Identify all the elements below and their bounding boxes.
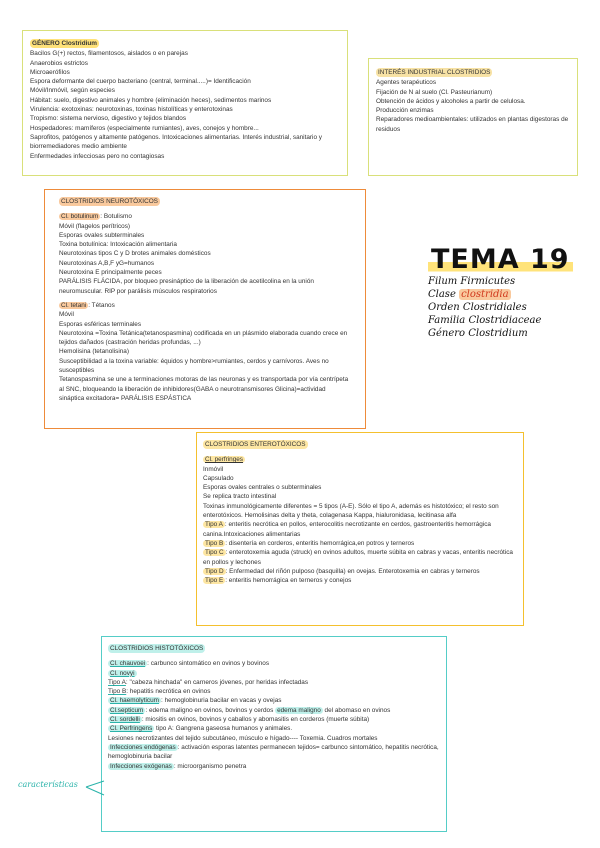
genero-line: Móvil/Inmóvil, según especies: [30, 87, 115, 95]
tema-heading: [428, 244, 593, 340]
entero-tipo: Tipo D : Enfermedad del riñón pulposo (basquilla) en ovejas. Enterotoxemia en cabras y terneros: [205, 567, 480, 575]
botulinum-line: Móvil (flagelos perítricos): [59, 222, 131, 230]
endogenas-line: Infecciones endógenas : activación esporas latentes permanecen tejidos= carbunco sintomático, hepatitis necrótica, hemoglobinuria bacilar: [108, 743, 439, 761]
tetani-line: Susceptibilidad a la toxina variable: équidos y hombre>rumiantes, cerdos y carnívoros. Aves no susceptibles: [59, 357, 329, 375]
entero-tipo: Tipo E : enteritis hemorrágica en terneros y conejos: [205, 577, 352, 585]
haemolyticum-line: Cl. haemolyticum : hemoglobinuria bacilar en vacas y ovejas: [110, 697, 282, 705]
genero-line: Hábitat: suelo, digestivo animales y hombre (eliminación heces), sedimentos marinos: [30, 96, 272, 104]
tetani-line: Hemolisina (tetanolisina): [59, 348, 129, 356]
tetani-heading: Cl. tetani : Tétanos: [61, 301, 115, 309]
perfringens-line: Cl. Perfringens tipo A: Gangrena gaseosa humanos y animales.: [110, 725, 293, 733]
genero-title: GÉNERO Clostridium: [32, 40, 97, 47]
interes-line: Agentes terapéuticos: [376, 79, 437, 87]
taxonomy-familia: Familia Clostridiaceae: [428, 315, 542, 326]
genero-line: Enfermedades infecciosas pero no contagiosas: [30, 152, 165, 160]
lesiones-line: Lesiones necrotizantes del tejido subcutáneo, músculo e hígado---- Toxemia. Cuadros mortales: [108, 734, 378, 742]
caracteristicas-annotation: características: [18, 780, 78, 789]
neuro-title: CLOSTRIDIOS NEUROTÓXICOS: [61, 198, 158, 205]
genero-line: Virulencia: exotoxinas: neurotoxinas, toxinas histolíticas y enterotoxinas: [30, 106, 233, 114]
taxonomy-clase: Clase clostridia: [428, 289, 509, 300]
neurotoxicos-box: [44, 189, 366, 429]
taxonomy-filum: Filum Firmicutes: [428, 276, 516, 287]
interes-line: Obtención de ácidos y alcoholes a partir de celulosa.: [376, 97, 526, 105]
septicum-line: Cl.septicum : edema maligno en ovinos, bovinos y cerdos edema maligno del abomaso en ovinos: [110, 706, 391, 714]
sordelli-line: Cl. sordelli : miositis en ovinos, bovinos y caballos y abomasitis en corderos (muerte súbita): [110, 716, 370, 724]
interes-line: Fijación de N al suelo (Cl. Pasteurianum): [376, 88, 493, 96]
histo-title: CLOSTRIDIOS HISTOTÓXICOS: [110, 645, 204, 652]
interes-line: Reparadores medioambientales: utilizados en plantas digestoras de residuos: [376, 116, 569, 133]
entero-line: Capsulado: [203, 474, 234, 482]
interes-box: [368, 58, 578, 176]
tetani-line: Esporas esféricas terminales: [59, 320, 142, 328]
tetani-line: Móvil: [59, 311, 74, 319]
interes-title: INTERÉS INDUSTRIAL CLOSTRIDIOS: [378, 69, 491, 76]
enterotoxicos-box: [196, 432, 524, 626]
entero-line: Esporas ovales centrales o subterminales: [203, 484, 322, 492]
entero-tipo: Tipo C : enterotoxemia aguda (struck) en ovinos adultos, muerte súbita en cabras y vacas, enteritis necrótica en pollos y lechones: [203, 549, 513, 566]
interes-line: Producción enzimas: [376, 107, 434, 115]
entero-tipo: Tipo A : enteritis necrótica en pollos, enterocolitis necrotizante en cerdos, gastroenteritis hemorrágica canina.Intoxicaciones alimentarias: [203, 521, 491, 538]
genero-line: Anaerobios estrictos: [30, 59, 88, 67]
novyi-tipoB: Tipo B: hepatitis necrótica en ovinos: [108, 688, 211, 696]
entero-tipo: Tipo B : disentería en corderos, enteritis hemorrágica,en potros y terneros: [205, 539, 415, 547]
genero-box: [22, 30, 348, 176]
botulinum-heading: Cl. botulinum : Botulismo: [61, 213, 132, 221]
tetani-line: Neurotoxina =Toxina Tetánica(tetanospasmina) codificada en un plásmido elaborada cuando crece en tejidos dañados (castración heridas profundas, ...): [59, 329, 348, 347]
genero-line: Espora deformante del cuerpo bacteriano (central, terminal.....)= Identificación: [30, 78, 251, 86]
entero-line: Se replica tracto intestinal: [203, 493, 277, 501]
botulinum-line: Toxina botulínica: Intoxicación alimentaria: [59, 241, 177, 249]
entero-line: Inmóvil: [203, 465, 224, 473]
botulinum-line: Neurotoxina E principalmente peces: [59, 269, 162, 277]
genero-line: Saprofitos, patógenos y altamente patógenos. Intoxicaciones alimentarias. Interés industrial, sanitario y biorremediadores medio ambiente: [30, 133, 323, 151]
entero-title: CLOSTRIDIOS ENTEROTÓXICOS: [205, 441, 306, 448]
bracket-arrow-icon: [84, 778, 108, 800]
genero-line: Hospedadores: mamíferos (especialmente rumiantes), aves, conejos y hombre...: [30, 124, 259, 132]
taxonomy-genero: Género Clostridium: [428, 328, 528, 339]
histotoxicos-box: [101, 636, 447, 832]
genero-line: Tropismo: sistema nervioso, digestivo y tejidos blandos: [30, 115, 187, 123]
taxonomy-orden: Orden Clostridiales: [428, 302, 527, 313]
botulinum-line: Neurotoxinas tipos C y D brotes animales domésticos: [59, 250, 211, 258]
novyi-line: Cl. novyi: [110, 669, 135, 677]
botulinum-line: PARÁLISIS FLÁCIDA, por bloqueo presináptico de la liberación de acetilcolina en la unión neuromuscular. RIP por parálisis músculos respiratorios: [59, 278, 314, 295]
botulinum-line: Esporas ovales subterminales: [59, 231, 145, 239]
tetani-line: Tetanospasmina se une a terminaciones motoras de las neuronas y es transportada por vía centrípeta al SNC, bloqueando la liberación de inhibidores(GABA o neurotransmisores Glicina)=actividad sináptica excitadora= PARÁLISIS ESPÁSTICA: [59, 376, 349, 402]
tema-title: TEMA 19: [428, 244, 573, 275]
perfringes-heading: Cl. perfringes: [205, 456, 244, 464]
entero-line: Toxinas inmunológicamente diferentes = 5 tipos (A-E). Sólo el tipo A, además es histotóxico; el resto son enterotóxicos. Hemolisinas delta y theta, colagenasa Kappa, hialuronidasa, lecitinasa alfa: [203, 502, 499, 520]
genero-line: Microaerófilos: [30, 68, 70, 76]
exogenas-line: Infecciones exógenas : microorganismo penetra: [110, 762, 247, 770]
novyi-tipoA: Tipo A: "cabeza hinchada" en carneros jóvenes, por heridas infectadas: [108, 678, 309, 686]
botulinum-line: Neurotoxinas A,B,F yG=humanos: [59, 259, 155, 267]
genero-line: Bacilos G(+) rectos, filamentosos, aislados o en parejas: [30, 50, 188, 58]
chauvoei-line: Cl. chauvoei : carbunco sintomático en ovinos y bovinos: [110, 660, 270, 668]
